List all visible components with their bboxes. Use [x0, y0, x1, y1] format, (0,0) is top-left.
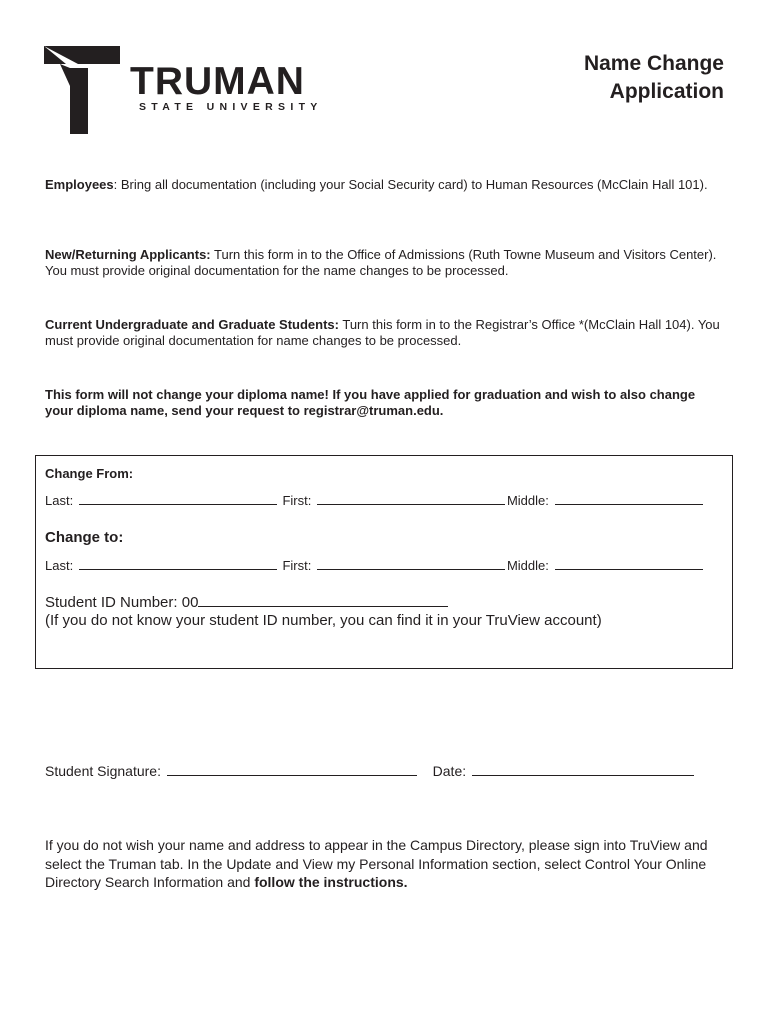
- date-field[interactable]: [472, 774, 694, 776]
- employees-instruction: [45, 177, 725, 193]
- from-middle-label: Middle:: [506, 493, 549, 508]
- current-students-instruction: [45, 317, 725, 348]
- signature-field[interactable]: [167, 774, 417, 776]
- to-middle-label: Middle:: [506, 558, 549, 573]
- diploma-notice-text: This form will not change your diploma name! If you have applied for graduation and wish to also change your diploma name, send your request to registrar@truman.edu.: [45, 387, 696, 418]
- student-id-hint: (If you do not know your student ID number, you can find it in your TruView account): [45, 612, 602, 629]
- diploma-notice: [45, 387, 725, 418]
- employees-label: Employees: [45, 177, 114, 192]
- employees-text: : Bring all documentation (including your Social Security card) to Human Resources (McClain Hall 101).: [113, 177, 708, 192]
- directory-notice-bold: follow the instructions.: [254, 874, 408, 890]
- current-students-text: Turn this form in to the Registrar’s Office *(McClain Hall 104). You must provide original documentation for name changes to be processed.: [45, 317, 720, 348]
- logo-subtitle: STATE UNIVERSITY: [139, 101, 323, 113]
- student-id-label: Student ID Number: 00: [45, 594, 199, 611]
- change-from-heading: Change From:: [45, 466, 134, 481]
- new-applicants-text: Turn this form in to the Office of Admissions (Ruth Towne Museum and Visitors Center). You must provide original documentation for the name changes to be processed.: [45, 247, 717, 278]
- to-first-field[interactable]: [317, 568, 505, 570]
- signature-row: [45, 762, 696, 780]
- logo-wordmark: TRUMAN: [130, 60, 305, 103]
- directory-notice: [45, 836, 735, 892]
- signature-label: Student Signature:: [45, 763, 161, 779]
- to-middle-field[interactable]: [555, 568, 703, 570]
- student-id-field[interactable]: [198, 605, 448, 607]
- from-first-field[interactable]: [317, 503, 505, 505]
- to-last-field[interactable]: [79, 568, 277, 570]
- change-from-row: [45, 493, 705, 509]
- page-title-line-1: Name Change: [583, 52, 724, 75]
- student-id-row: [45, 594, 450, 612]
- date-label: Date:: [432, 763, 467, 779]
- from-last-field[interactable]: [79, 503, 277, 505]
- page-title-line-2: Application: [609, 80, 724, 103]
- current-students-label: Current Undergraduate and Graduate Students:: [45, 317, 339, 332]
- from-first-label: First:: [282, 493, 312, 508]
- to-last-label: Last:: [45, 558, 74, 573]
- new-applicants-instruction: [45, 247, 725, 278]
- truman-logo-mark-icon: [44, 46, 120, 134]
- change-to-row: [45, 558, 705, 574]
- from-middle-field[interactable]: [555, 503, 703, 505]
- page-title: [584, 50, 724, 106]
- from-last-label: Last:: [45, 493, 74, 508]
- to-first-label: First:: [282, 558, 312, 573]
- directory-notice-text: If you do not wish your name and address to appear in the Campus Directory, please sign into TruView and select the Truman tab. In the Update and View my Personal Information section, select Control Your Online Directory Search Information and: [45, 837, 708, 890]
- change-to-heading: Change to:: [45, 529, 124, 546]
- new-applicants-label: New/Returning Applicants:: [45, 247, 211, 262]
